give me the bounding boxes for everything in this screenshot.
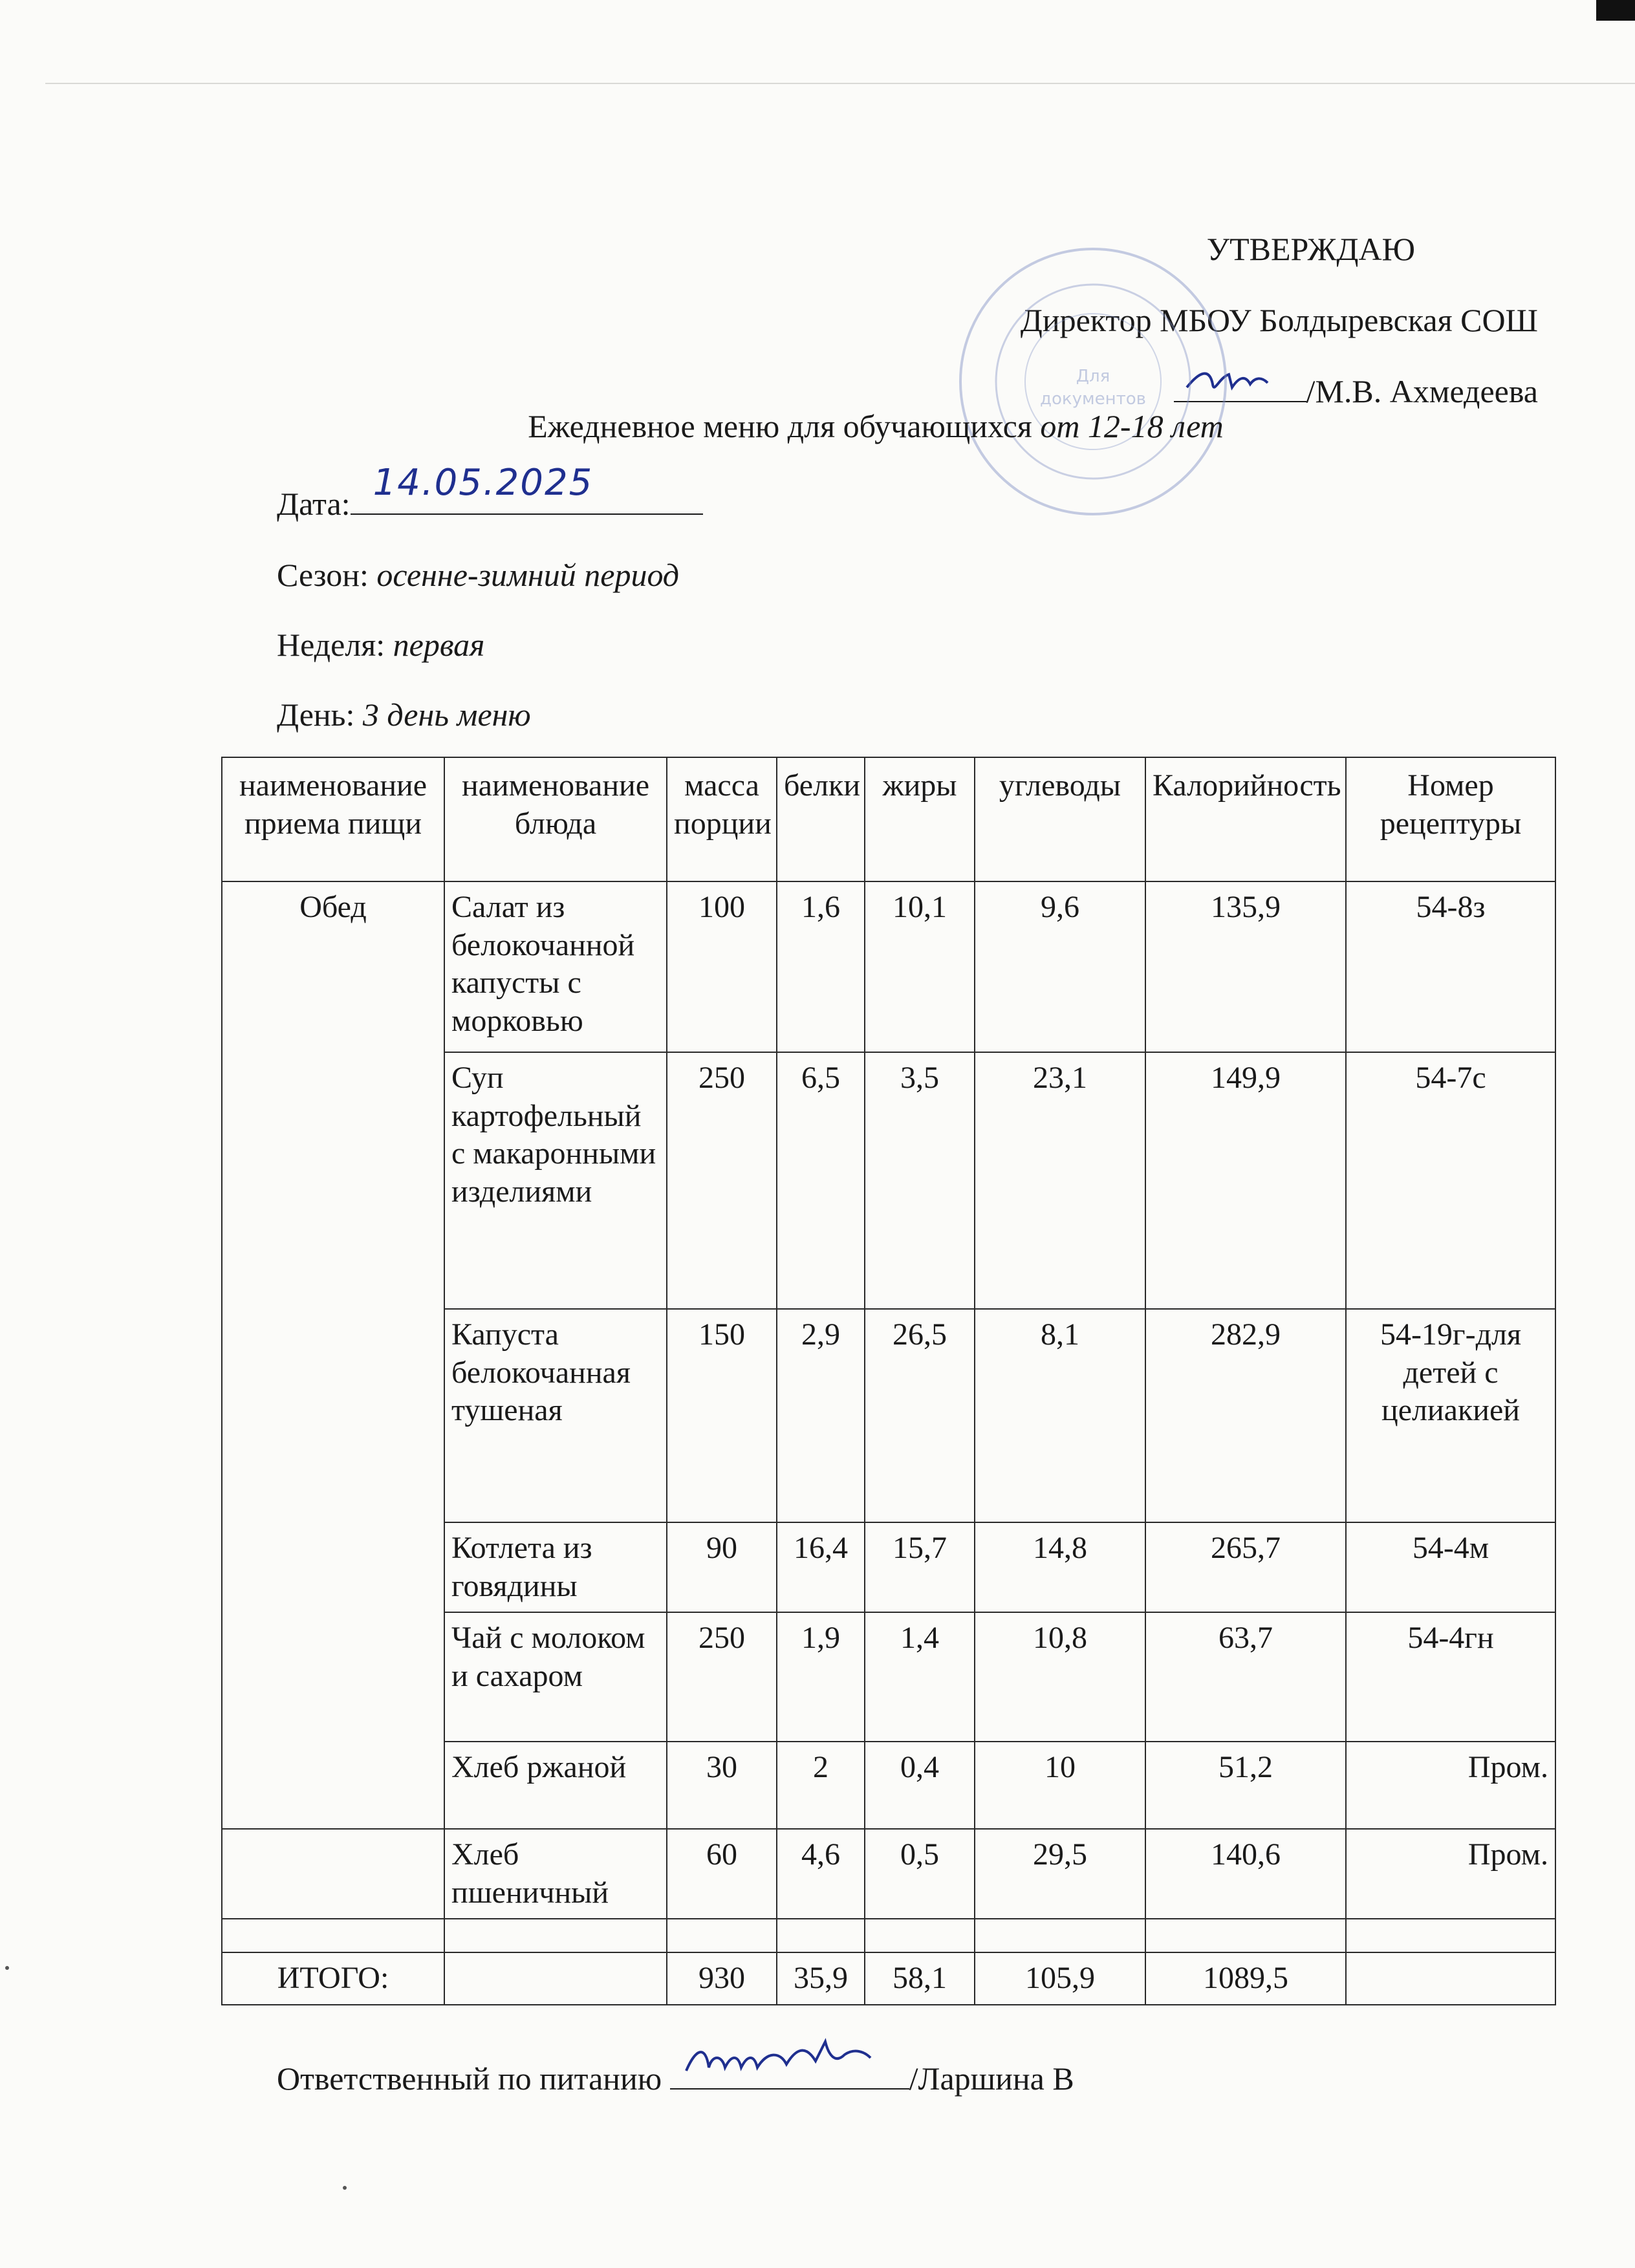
total-recipe-cell <box>1346 1952 1555 2005</box>
protein-cell: 1,9 <box>777 1612 865 1742</box>
total-fat: 58,1 <box>865 1952 975 2005</box>
total-mass: 930 <box>667 1952 777 2005</box>
total-protein: 35,9 <box>777 1952 865 2005</box>
date-line <box>351 462 703 515</box>
dish-name: Капуста белокочанная тушеная <box>444 1309 667 1522</box>
svg-text:документов: документов <box>1040 389 1146 409</box>
empty-row <box>222 1919 1555 1952</box>
total-dish-cell <box>444 1952 667 2005</box>
dish-name: Хлеб ржаной <box>444 1742 667 1829</box>
kcal-cell: 135,9 <box>1145 881 1346 1052</box>
kcal-cell: 282,9 <box>1145 1309 1346 1522</box>
mass-cell: 150 <box>667 1309 777 1522</box>
empty-cell <box>975 1919 1145 1952</box>
mass-cell: 250 <box>667 1612 777 1742</box>
dish-name: Чай с молоком и сахаром <box>444 1612 667 1742</box>
protein-cell: 4,6 <box>777 1829 865 1919</box>
date-handwritten: 14.05.2025 <box>373 462 594 504</box>
mass-cell: 30 <box>667 1742 777 1829</box>
kcal-cell: 51,2 <box>1145 1742 1346 1829</box>
mass-cell: 100 <box>667 881 777 1052</box>
scan-corner-mark <box>1596 0 1635 21</box>
menu-title <box>0 407 1635 445</box>
organization-stamp <box>954 243 1232 521</box>
empty-cell <box>222 1919 444 1952</box>
meal-name: Обед <box>222 881 444 1829</box>
recipe-cell: Пром. <box>1346 1742 1555 1829</box>
protein-cell: 1,6 <box>777 881 865 1052</box>
recipe-cell: Пром. <box>1346 1829 1555 1919</box>
menu-table <box>221 757 1556 2005</box>
carbs-cell: 14,8 <box>975 1522 1145 1612</box>
season-value: осенне-зимний период <box>376 557 680 593</box>
protein-cell: 6,5 <box>777 1052 865 1309</box>
week-value: первая <box>393 627 485 663</box>
header-fat: жиры <box>865 757 975 881</box>
responsible-signature <box>670 2061 909 2090</box>
recipe-cell: 54-4гн <box>1346 1612 1555 1742</box>
svg-text:Для: Для <box>1076 367 1110 386</box>
fat-cell: 0,4 <box>865 1742 975 1829</box>
header-mass: масса порции <box>667 757 777 881</box>
approval-position: Директор МБОУ Болдыревская СОШ <box>1020 302 1538 338</box>
date-label: Дата: <box>277 486 351 522</box>
kcal-cell: 265,7 <box>1145 1522 1346 1612</box>
table-row <box>222 1829 1555 1919</box>
responsible-name: /Ларшина В <box>909 2060 1074 2097</box>
fat-cell: 1,4 <box>865 1612 975 1742</box>
dish-name: Котлета из говядины <box>444 1522 667 1612</box>
mass-cell: 60 <box>667 1829 777 1919</box>
approval-heading: УТВЕРЖДАЮ <box>1206 231 1415 267</box>
week-field <box>277 626 484 664</box>
fat-cell: 10,1 <box>865 881 975 1052</box>
header-dish: наименование блюда <box>444 757 667 881</box>
total-row <box>222 1952 1555 2005</box>
day-value: 3 день меню <box>362 697 531 733</box>
protein-cell: 2,9 <box>777 1309 865 1522</box>
recipe-cell: 54-7с <box>1346 1052 1555 1309</box>
mass-cell: 90 <box>667 1522 777 1612</box>
recipe-cell: 54-8з <box>1346 881 1555 1052</box>
date-field <box>277 462 703 523</box>
recipe-cell: 54-4м <box>1346 1522 1555 1612</box>
carbs-cell: 10,8 <box>975 1612 1145 1742</box>
dish-name: Салат из белокочанной капусты с морковью <box>444 881 667 1052</box>
empty-cell <box>667 1919 777 1952</box>
header-recipe: Номер рецептуры <box>1346 757 1555 881</box>
empty-cell <box>1346 1919 1555 1952</box>
carbs-cell: 9,6 <box>975 881 1145 1052</box>
responsible-label: Ответственный по питанию <box>277 2060 662 2097</box>
carbs-cell: 29,5 <box>975 1829 1145 1919</box>
kcal-cell: 140,6 <box>1145 1829 1346 1919</box>
empty-cell <box>777 1919 865 1952</box>
scan-speck <box>343 2186 347 2190</box>
season-field <box>277 556 679 594</box>
header-meal: наименование приема пищи <box>222 757 444 881</box>
header-kcal: Калорийность <box>1145 757 1346 881</box>
responsible-footer <box>277 2060 1074 2097</box>
total-kcal: 1089,5 <box>1145 1952 1346 2005</box>
menu-title-age: от 12-18 лет <box>1040 408 1224 444</box>
scan-speck <box>5 1966 9 1970</box>
fat-cell: 0,5 <box>865 1829 975 1919</box>
approval-name: /М.В. Ахмедеева <box>1306 373 1538 409</box>
empty-meal-cell <box>222 1829 444 1919</box>
season-label: Сезон: <box>277 557 369 593</box>
header-protein: белки <box>777 757 865 881</box>
fat-cell: 15,7 <box>865 1522 975 1612</box>
table-row <box>222 881 1555 1052</box>
day-label: День: <box>277 697 355 733</box>
kcal-cell: 149,9 <box>1145 1052 1346 1309</box>
total-label: ИТОГО: <box>222 1952 444 2005</box>
total-carbs: 105,9 <box>975 1952 1145 2005</box>
fat-cell: 26,5 <box>865 1309 975 1522</box>
dish-name: Суп картофельный с макаронными изделиями <box>444 1052 667 1309</box>
menu-title-main: Ежедневное меню для обучающихся <box>528 408 1032 444</box>
empty-cell <box>865 1919 975 1952</box>
header-carbs: углеводы <box>975 757 1145 881</box>
mass-cell: 250 <box>667 1052 777 1309</box>
carbs-cell: 8,1 <box>975 1309 1145 1522</box>
day-field <box>277 696 531 733</box>
fat-cell: 3,5 <box>865 1052 975 1309</box>
week-label: Неделя: <box>277 627 385 663</box>
empty-cell <box>1145 1919 1346 1952</box>
carbs-cell: 23,1 <box>975 1052 1145 1309</box>
carbs-cell: 10 <box>975 1742 1145 1829</box>
table-header-row <box>222 757 1555 881</box>
protein-cell: 16,4 <box>777 1522 865 1612</box>
scan-edge-line <box>45 83 1635 84</box>
recipe-cell: 54-19г-для детей с целиакией <box>1346 1309 1555 1522</box>
protein-cell: 2 <box>777 1742 865 1829</box>
empty-cell <box>444 1919 667 1952</box>
kcal-cell: 63,7 <box>1145 1612 1346 1742</box>
dish-name: Хлеб пшеничный <box>444 1829 667 1919</box>
